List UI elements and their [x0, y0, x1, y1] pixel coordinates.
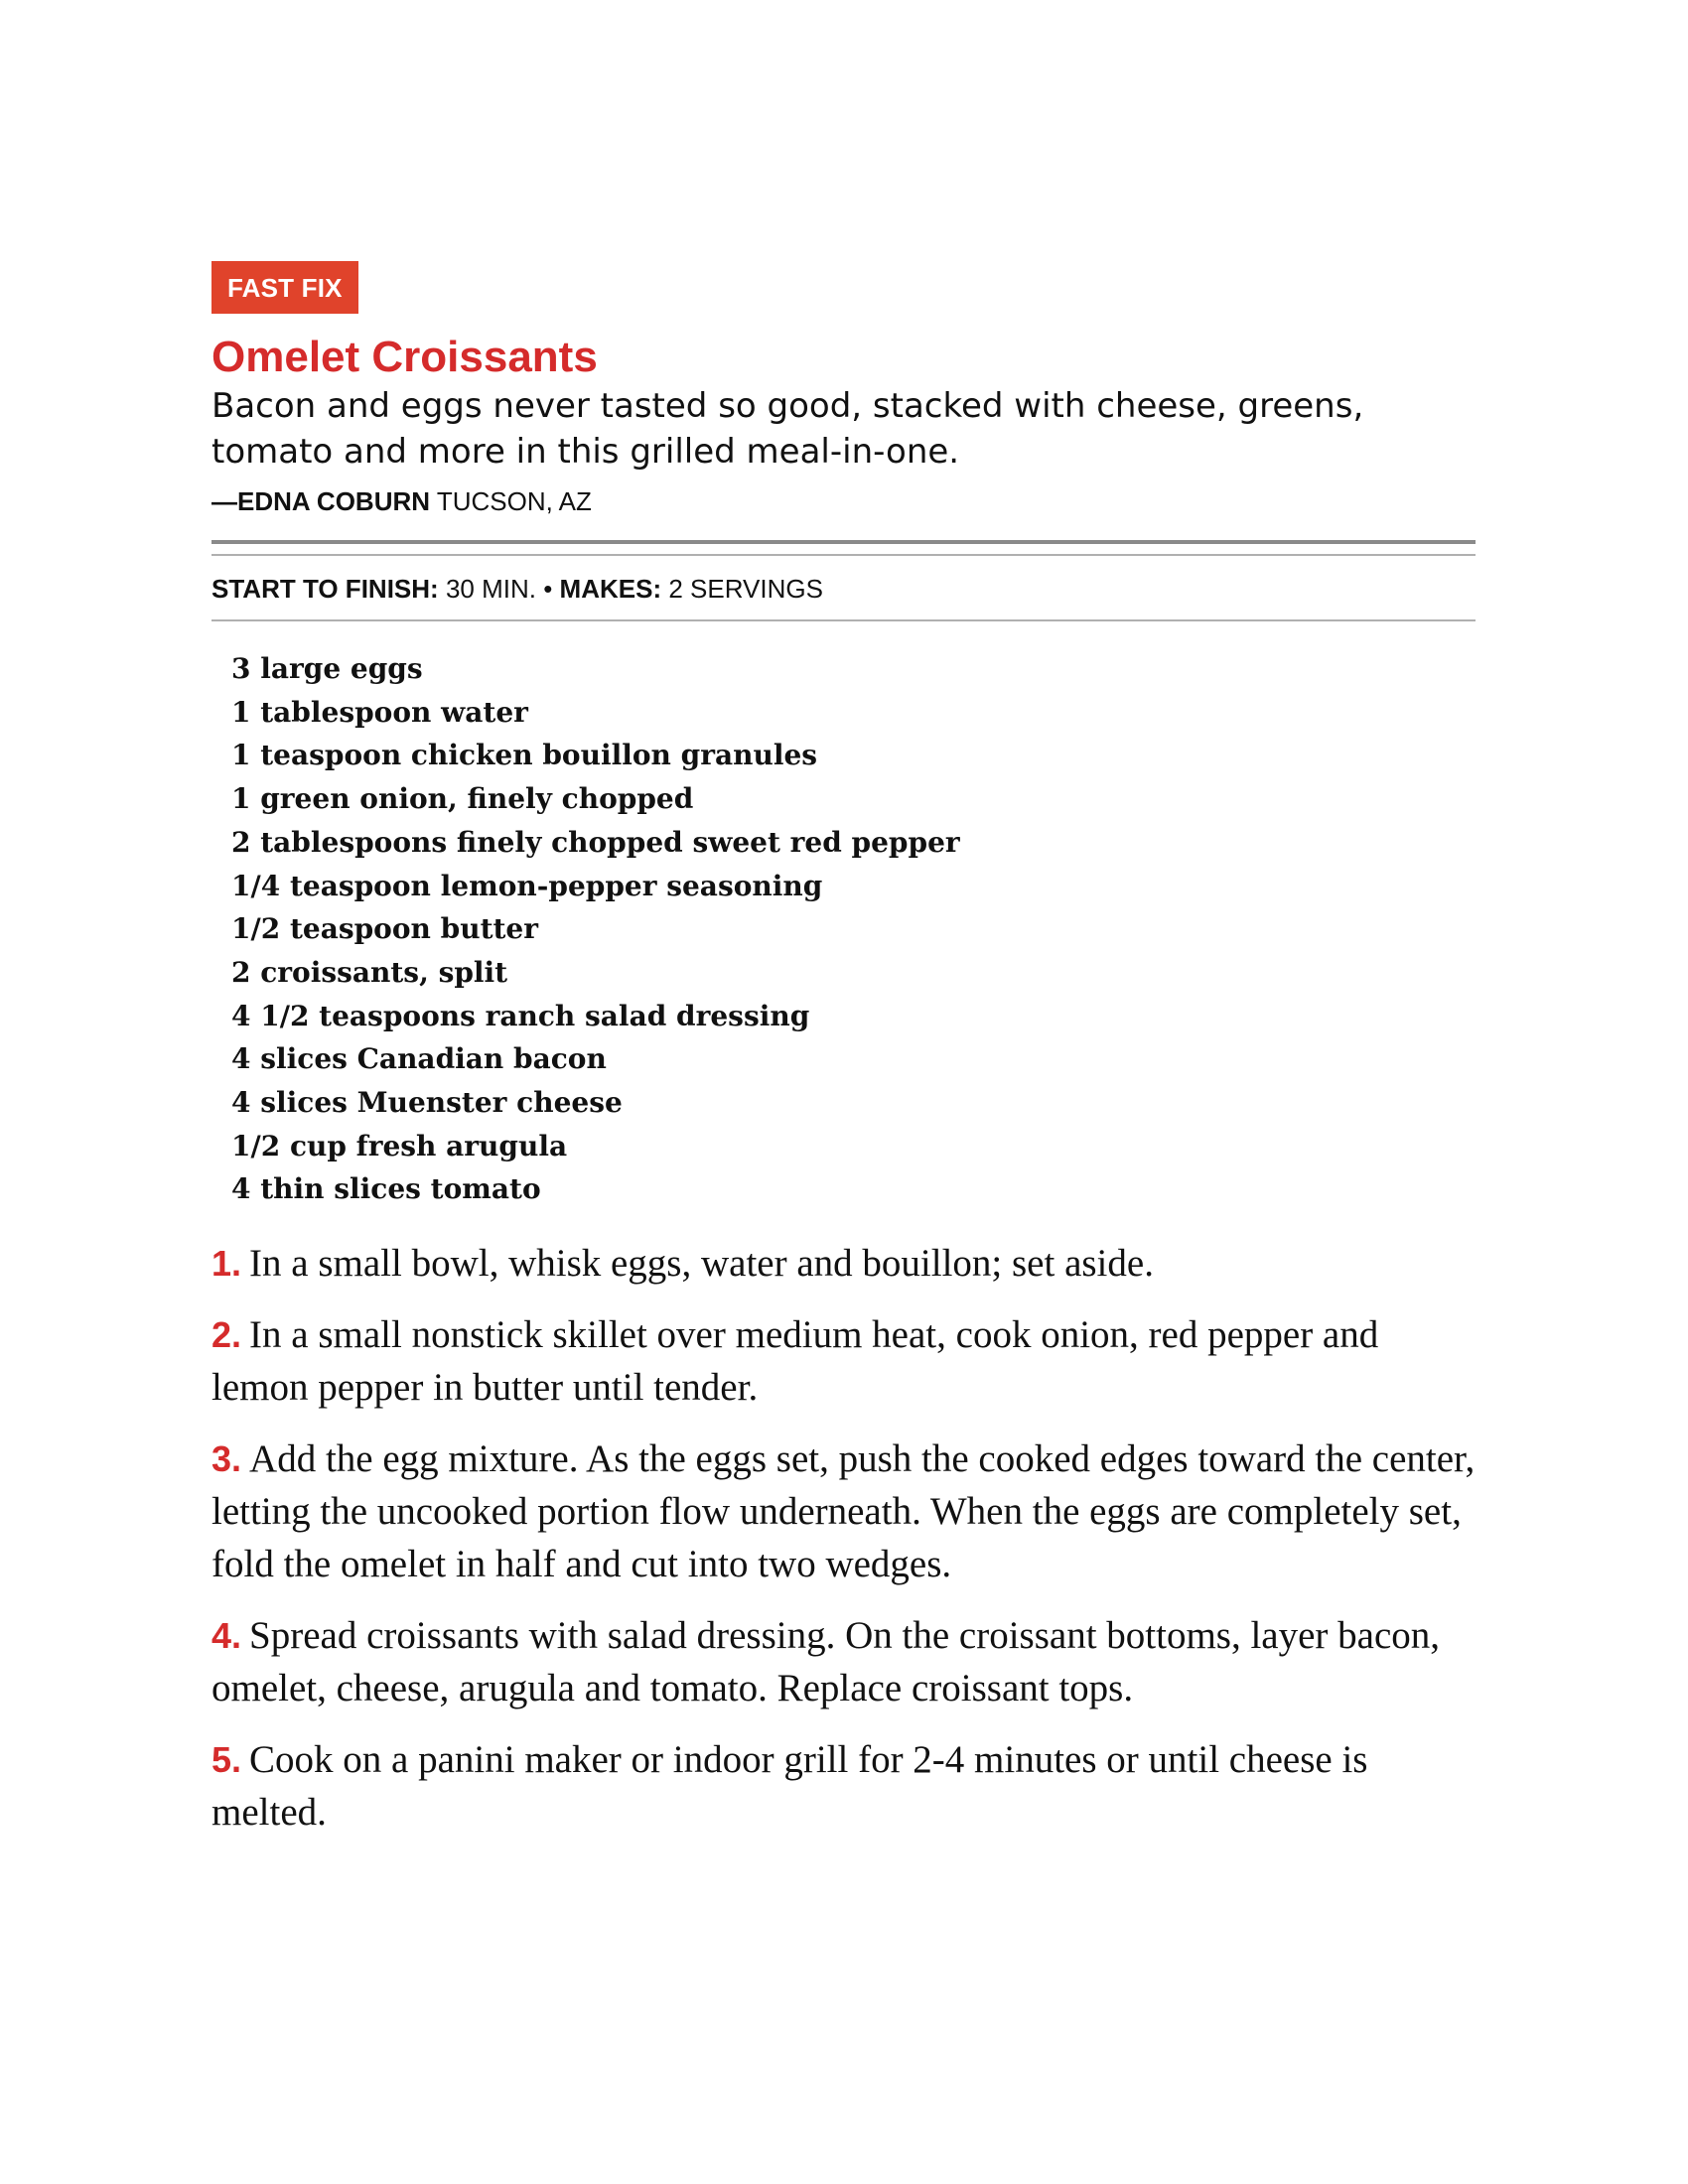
- step-number: 2.: [211, 1314, 242, 1356]
- step-text: In a small bowl, whisk eggs, water and bouillon; set aside.: [249, 1242, 1154, 1286]
- step-number: 3.: [211, 1438, 242, 1480]
- directions: [211, 1237, 1476, 1839]
- direction-step: [211, 1609, 1476, 1714]
- makes-label: MAKES:: [559, 574, 662, 604]
- direction-step: [211, 1433, 1476, 1590]
- step-text: Cook on a panini maker or indoor grill for 2-4 minutes or until cheese is melted.: [211, 1738, 1368, 1835]
- byline-location: TUCSON, AZ: [436, 486, 592, 516]
- direction-step: [211, 1237, 1476, 1290]
- ingredient-item: 4 slices Canadian bacon: [231, 1042, 607, 1076]
- recipe-description: Bacon and eggs never tasted so good, stacked with cheese, greens, tomato and more in this grilled meal-in-one.: [211, 386, 1364, 472]
- recipe-page: [211, 261, 1476, 1857]
- recipe-title: Omelet Croissants: [211, 333, 598, 381]
- step-number: 5.: [211, 1739, 242, 1781]
- start-to-finish-label: START TO FINISH:: [211, 574, 439, 604]
- ingredient-item: 4 1/2 teaspoons ranch salad dressing: [231, 999, 810, 1032]
- ingredient-item: 4 slices Muenster cheese: [231, 1086, 623, 1120]
- divider-top: [211, 540, 1476, 544]
- ingredient-item: 1 teaspoon chicken bouillon granules: [231, 739, 818, 772]
- byline-author: —EDNA COBURN: [211, 486, 431, 516]
- ingredient-item: 1/2 cup fresh arugula: [231, 1129, 568, 1162]
- ingredient-item: 1/2 teaspoon butter: [231, 912, 538, 946]
- ingredient-item: 1/4 teaspoon lemon-pepper seasoning: [231, 869, 823, 902]
- step-text: Spread croissants with salad dressing. On the croissant bottoms, layer bacon, omelet, cheese, arugula and tomato. Replace croissant tops.: [211, 1614, 1441, 1710]
- ingredient-item: 1 green onion, finely chopped: [231, 782, 694, 816]
- meta-separator: •: [543, 574, 553, 604]
- direction-step: [211, 1733, 1476, 1839]
- fast-fix-badge: FAST FIX: [211, 261, 358, 314]
- recipe-meta: [211, 572, 1476, 606]
- step-text: Add the egg mixture. As the eggs set, push the cooked edges toward the center, letting the uncooked portion flow underneath. When the eggs are completely set, fold the omelet in half and cut into two wedges.: [211, 1437, 1476, 1586]
- ingredient-item: 2 tablespoons finely chopped sweet red pepper: [231, 825, 960, 859]
- ingredients-list: [231, 647, 1476, 1211]
- step-number: 4.: [211, 1615, 242, 1657]
- makes-value: 2 SERVINGS: [668, 574, 823, 604]
- step-text: In a small nonstick skillet over medium heat, cook onion, red pepper and lemon pepper in butter until tender.: [211, 1313, 1379, 1410]
- ingredient-item: 4 thin slices tomato: [231, 1172, 541, 1206]
- ingredient-item: 3 large eggs: [231, 652, 423, 685]
- divider-meta: [211, 619, 1476, 621]
- ingredient-item: 2 croissants, split: [231, 955, 508, 989]
- byline: [211, 484, 1476, 518]
- step-number: 1.: [211, 1243, 242, 1285]
- divider-top-secondary: [211, 554, 1476, 556]
- start-to-finish-value: 30 MIN.: [445, 574, 536, 604]
- direction-step: [211, 1308, 1476, 1414]
- ingredient-item: 1 tablespoon water: [231, 695, 528, 729]
